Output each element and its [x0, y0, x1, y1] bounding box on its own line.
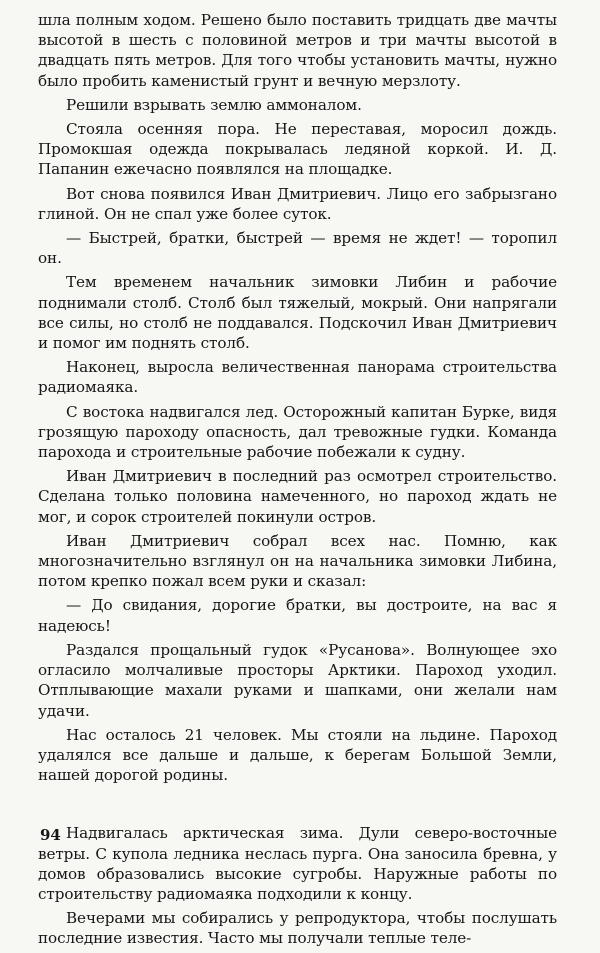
text-block-top — [38, 10, 557, 785]
paragraph: Иван Дмитриевич собрал всех нас. Помню, как многозначительно взглянул он на начальника зимовки Либина, потом крепко пожал всем руки и сказал: — [38, 531, 557, 591]
paragraph: Вот снова появился Иван Дмитриевич. Лицо его забрызгано глиной. Он не спал уже более суток. — [38, 184, 557, 223]
paragraph: Стояла осенняя пора. Не переставая, моросил дождь. Промокшая одежда покрывалась ледяной коркой. И. Д. Папанин ежечасно появлялся на площадке. — [38, 120, 557, 179]
paragraph: — Быстрей, братки, быстрей — время не ждет! — торопил он. — [38, 229, 557, 268]
page-text — [38, 10, 557, 953]
paragraph: шла полным ходом. Решено было поставить тридцать две мачты высотой в шесть с половиной метров и три мачты высотой в двадцать пять метров. Для того чтобы установить мачты, нужно было пробить каменистый грунт и вечную мерзлоту. — [38, 11, 557, 90]
paragraph: Тем временем начальник зимовки Либин и рабочие поднимали столб. Столб был тяжелый, мокрый. Они напрягали все силы, но столб не поддавался. Подскочил Иван Дмитриевич и помог им поднять столб. — [38, 273, 557, 353]
paragraph: Раздался прощальный гудок «Русанова». Волнующее эхо огласило молчаливые просторы Арктики. Пароход уходил. Отплывающие махали руками и шапками, они желали нам удачи. — [38, 640, 557, 720]
paragraph: Решили взрывать землю аммоналом. — [66, 95, 362, 114]
paragraph: Нас осталось 21 человек. Мы стояли на льдине. Пароход удалялся все дальше и дальше, к берегам Большой Земли, нашей дорогой родины. — [38, 725, 557, 785]
paragraph: Надвигалась арктическая зима. Дули северо-восточные ветры. С купола ледника неслась пурга. Она заносила бревна, у домов образовались высокие сугробы. Наружные работы по строительству радиомаяка подходили к концу. — [38, 824, 557, 903]
page-number: 94 — [40, 826, 61, 844]
paragraph: Наконец, выросла величественная панорама строительства радиомаяка. — [38, 358, 557, 397]
section-gap — [38, 789, 557, 823]
paragraph: Вечерами мы собирались у репродуктора, чтобы послушать последние известия. Часто мы получали теплые теле- — [38, 909, 557, 948]
text-block-bottom — [38, 823, 557, 948]
paragraph: — До свидания, дорогие братки, вы достроите, на вас я надеюсь! — [38, 596, 557, 635]
paragraph: Иван Дмитриевич в последний раз осмотрел строительство. Сделана только половина намеченного, но пароход ждать не мог, и сорок строителей покинули остров. — [38, 467, 557, 526]
paragraph: С востока надвигался лед. Осторожный капитан Бурке, видя грозящую пароходу опасность, дал тревожные гудки. Команда парохода и строительные рабочие побежали к судну. — [38, 402, 557, 462]
